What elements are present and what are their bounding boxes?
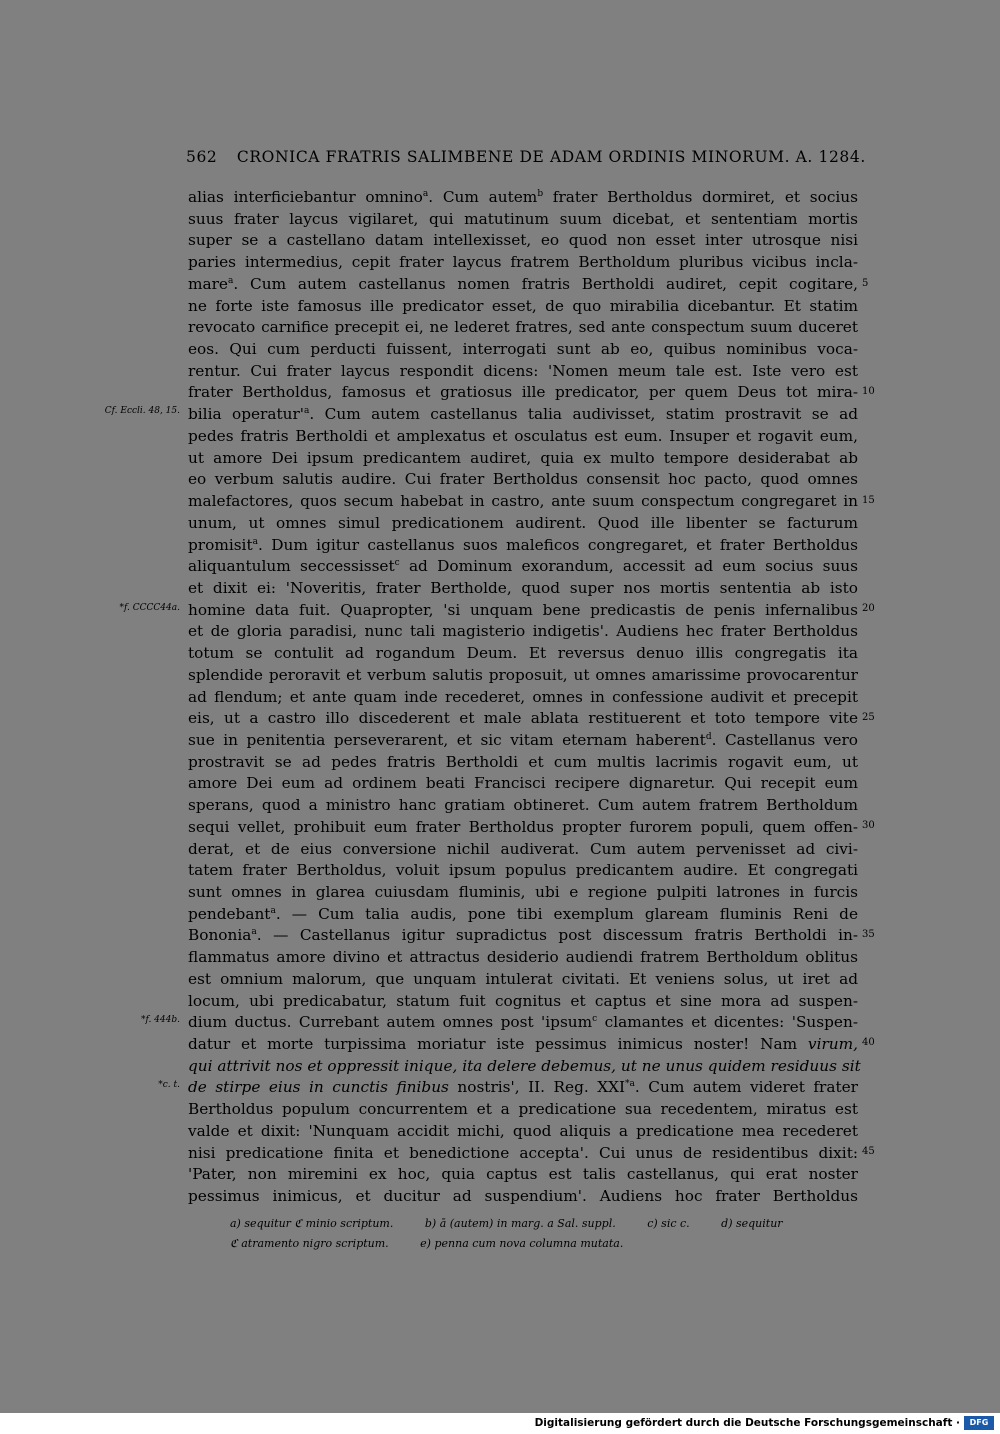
footnote-c: c) sic c. [647, 1217, 690, 1230]
footnote-e: e) penna cum nova columna mutata. [420, 1237, 624, 1250]
text-line: valde et dixit: 'Nunquam accidit michi, quod aliquis a predicatione mea recederet [188, 1121, 858, 1140]
text-line: mare$^a$. Cum autem castellanus nomen fratris Bertholdi audiret, cepit cogitare, [188, 274, 858, 293]
text-line: frater Bertholdus, famosus et gratiosus ille predicator, per quem Deus tot mira- [188, 383, 858, 402]
text-line: sue in penitentia perseverarent, et sic vitam eternam haberent$^d$. Castellanus vero [188, 730, 859, 749]
text-line: prostravit se ad pedes fratris Bertholdi et cum multis lacrimis rogavit eum, ut [188, 752, 858, 771]
margin-folio-note: *c. t. [158, 1080, 180, 1090]
margin-folio-note: *f. CCCC44a. [119, 603, 180, 613]
running-head [186, 148, 866, 166]
funding-text: Digitalisierung gefördert durch die Deutsche Forschungsgemeinschaft · [534, 1417, 960, 1429]
line-number: 15 [862, 495, 875, 506]
text-line: amore Dei eum ad ordinem beati Francisci recipere dignaretur. Qui recepit eum [188, 774, 858, 793]
text-line: suus frater laycus vigilaret, qui matutinum suum dicebat, et sententiam mortis [188, 209, 858, 228]
text-line: derat, et de eius conversione nichil audiverat. Cum autem pervenisset ad civi- [188, 839, 858, 858]
text-line: pessimus inimicus, et ducitur ad suspendium'. Audiens hoc frater Bertholdus [188, 1187, 858, 1206]
text-line: revocato carnifice precepit ei, ne lederet fratres, sed ante conspectum suum duceret [188, 318, 858, 337]
funding-banner [0, 1413, 1000, 1434]
text-line: homine data fuit. Quapropter, 'si unquam bene predicastis de penis infernalibus [188, 600, 858, 619]
text-line: qui attrivit nos et oppressit inique, ita delere debemus, ut ne unus quidem residuus sit [188, 1056, 861, 1075]
text-line: eis, ut a castro illo discederent et male ablata restituerent et toto tempore vite [188, 709, 858, 728]
text-line: de stirpe eius in cunctis finibus nostris', II. Reg. XXI$^{*a}$. Cum autem videret frater [188, 1078, 858, 1097]
footnote-a: a) sequitur ℭ minio scriptum. [230, 1217, 394, 1230]
text-line: dium ductus. Currebant autem omnes post 'ipsum$^c$ clamantes et dicentes: 'Suspen- [188, 1013, 858, 1032]
text-line: ad flendum; et ante quam inde recederet, omnes in confessione audivit et precepit [188, 687, 858, 706]
text-line: ut amore Dei ipsum predicantem audiret, quia ex multo tempore desiderabat ab [188, 448, 858, 467]
text-line: unum, ut omnes simul predicationem audirent. Quod ille libenter se facturum [188, 513, 858, 532]
text-line: totum se contulit ad rogandum Deum. Et reversus denuo illis congregatis ita [188, 644, 858, 663]
text-line: malefactores, quos secum habebat in castro, ante suum conspectum congregaret in [188, 492, 858, 511]
footnote-b: b) ā (autem) in marg. a Sal. suppl. [424, 1217, 616, 1230]
text-line: Bononia$^a$. — Castellanus igitur supradictus post discessum fratris Bertholdi in- [188, 926, 858, 945]
text-line: 'Pater, non miremini ex hoc, quia captus est talis castellanus, qui erat noster [188, 1165, 858, 1184]
running-title: CRONICA FRATRIS SALIMBENE DE ADAM ORDINIS MINORUM. A. 1284. [236, 148, 866, 166]
footnote-d-continued: ℭ atramento nigro scriptum. [230, 1237, 389, 1250]
main-text [188, 187, 861, 1208]
footnotes [230, 1214, 860, 1254]
text-line: locum, ubi predicabatur, statum fuit cognitus et captus et sine mora ad suspen- [188, 991, 858, 1010]
text-line: pedes fratris Bertholdi et amplexatus et osculatus est eum. Insuper et rogavit eum, [188, 426, 858, 445]
dfg-logo-icon: DFG [964, 1416, 994, 1430]
line-number: 20 [862, 603, 875, 614]
footnote-d: d) sequitur [721, 1217, 783, 1230]
text-line: sperans, quod a ministro hanc gratiam obtineret. Cum autem fratrem Bertholdum [188, 796, 858, 815]
line-number: 25 [862, 712, 875, 723]
text-line: paries intermedius, cepit frater laycus fratrem Bertholdum pluribus vicibus incla- [188, 253, 858, 272]
text-line: nisi predicatione finita et benedictione accepta'. Cui unus de residentibus dixit: [188, 1143, 858, 1162]
line-number: 30 [862, 820, 875, 831]
text-line: sunt omnes in glarea cuiusdam fluminis, ubi e regione pulpiti latrones in furcis [188, 883, 858, 901]
text-line: pendebant$^a$. — Cum talia audis, pone tibi exemplum glaream fluminis Reni de [188, 904, 858, 923]
text-line: aliquantulum seccessisset$^c$ ad Dominum exorandum, accessit ad eum socius suus [188, 557, 858, 576]
text-line: Bertholdus populum concurrentem et a predicatione sua recedentem, miratus est [188, 1100, 858, 1119]
text-line: super se a castellano datam intellexisset, eo quod non esset inter utrosque nisi [188, 231, 858, 250]
text-line: et de gloria paradisi, nunc tali magisterio indigetis'. Audiens hec frater Bertholdus [188, 622, 858, 641]
text-line: promisit$^a$. Dum igitur castellanus suos maleficos congregaret, et frater Bertholdus [188, 535, 858, 554]
text-line: datur et morte turpissima moriatur iste pessimus inimicus noster! Nam virum, [188, 1035, 858, 1054]
text-line: est omnium malorum, que unquam intulerat civitati. Et veniens solus, ut iret ad [188, 969, 858, 988]
text-line: eos. Qui cum perducti fuissent, interrogati sunt ab eo, quibus nominibus voca- [188, 340, 858, 359]
line-number: 35 [862, 929, 875, 940]
line-number: 40 [862, 1037, 875, 1048]
text-line: rentur. Cui frater laycus respondit dicens: 'Nomen meum tale est. Iste vero est [188, 361, 858, 380]
margin-folio-note: *f. 444b. [140, 1015, 180, 1025]
text-line: eo verbum salutis audire. Cui frater Bertholdus consensit hoc pacto, quod omnes [188, 470, 858, 489]
line-number: 10 [862, 386, 875, 397]
text-line: bilia $operatur'^a$. Cum autem castellanus talia audivisset, statim prostravit se ad [188, 405, 858, 424]
text-line: tatem frater Bertholdus, voluit ipsum populus predicantem audire. Et congregati [188, 861, 858, 880]
text-line: splendide peroravit et verbum salutis proposuit, ut omnes amarissime provocarentur [188, 665, 858, 684]
text-line: sequi vellet, prohibuit eum frater Bertholdus propter furorem populi, quem offen- [188, 817, 858, 836]
text-line: flammatus amore divino et attractus desiderio audiendi fratrem Bertholdum oblitus [188, 948, 858, 967]
line-number: 5 [862, 278, 869, 289]
page-number: 562 [186, 148, 218, 166]
text-line: ne forte iste famosus ille predicator esset, de quo mirabilia dicebantur. Et statim [188, 296, 858, 315]
text-line: alias interficiebantur omnino$^a$. Cum autem$^b$ frater Bertholdus dormiret, et socius [188, 188, 858, 206]
text-line: et dixit ei: 'Noveritis, frater Bertholde, quod super nos mortis sententia ab isto [188, 578, 858, 597]
line-number: 45 [862, 1146, 875, 1157]
margin-reference-eccli: Cf. Eccli. 48, 15. [104, 406, 180, 416]
